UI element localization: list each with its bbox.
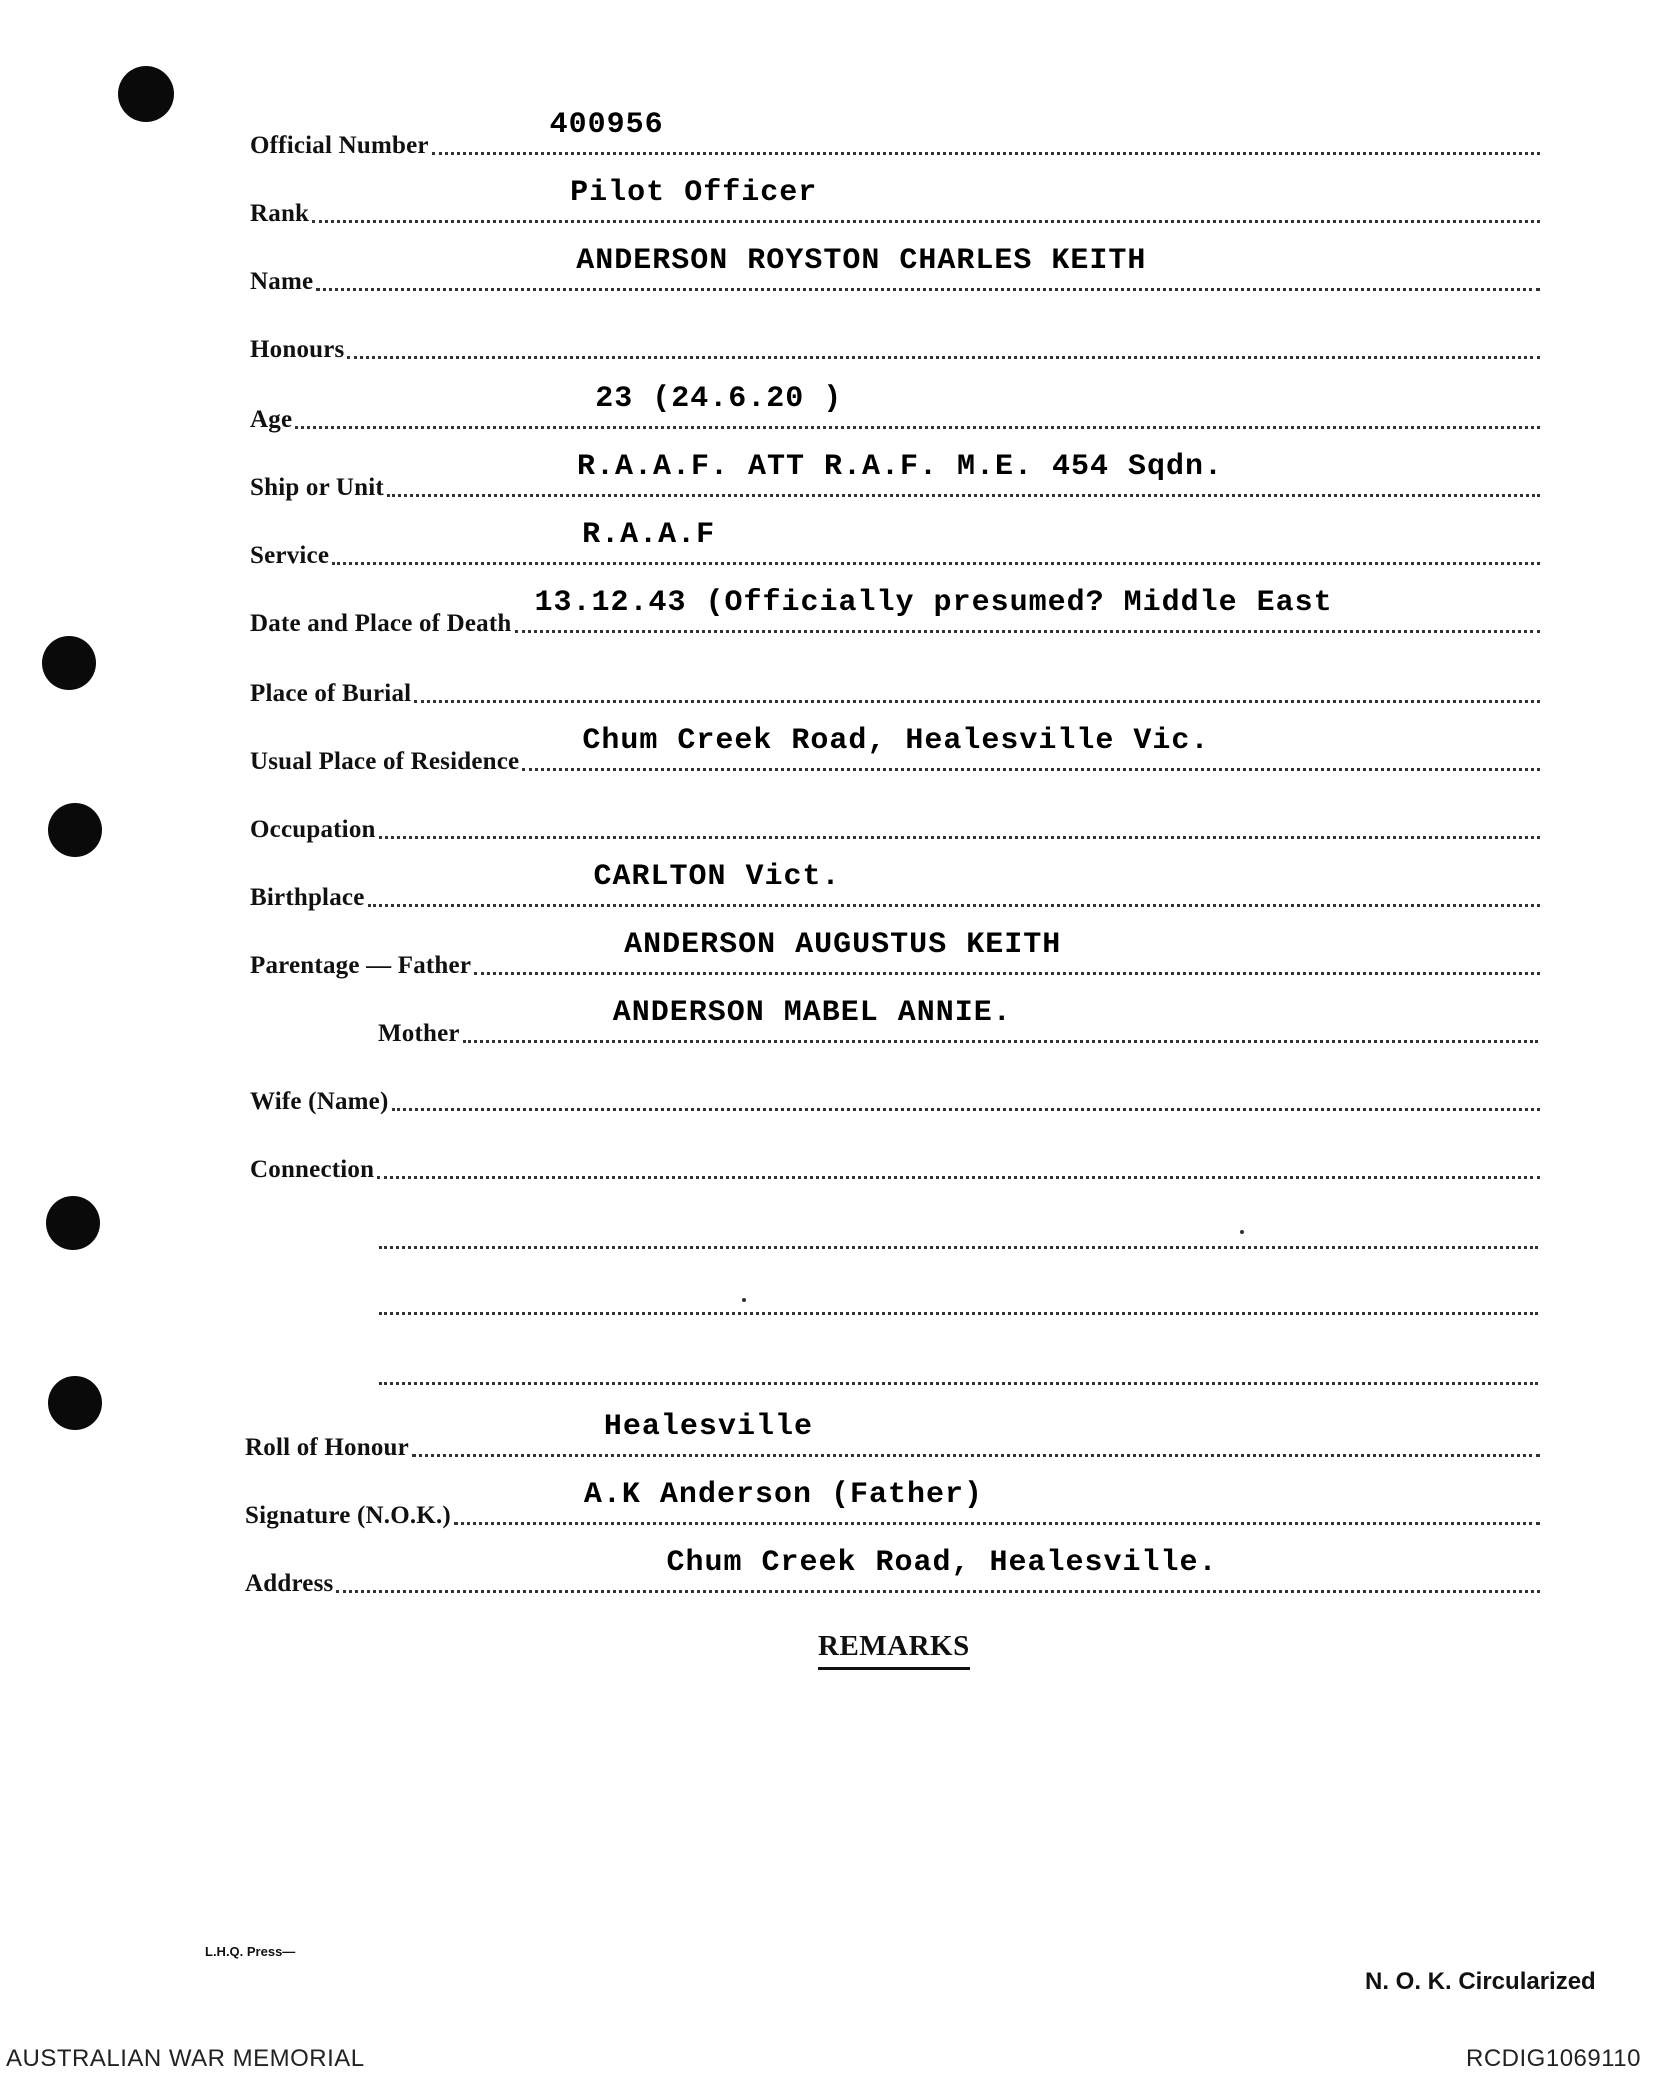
mother-row <box>378 996 1538 1050</box>
field-label: Roll of Honour <box>245 1434 409 1461</box>
date-place-death-row <box>250 586 1540 640</box>
field-label: Ship or Unit <box>250 474 384 501</box>
rank-value: Pilot Officer <box>570 176 818 210</box>
punch-hole <box>48 1376 102 1430</box>
field-label: Wife (Name) <box>250 1088 389 1115</box>
punch-hole <box>46 1196 100 1250</box>
nok-circularized-note: N. O. K. Circularized <box>1365 1968 1596 1995</box>
address-row <box>245 1546 1540 1600</box>
age-row <box>250 382 1540 436</box>
date-place-death-value: 13.12.43 (Officially presumed? Middle East <box>534 586 1333 620</box>
service-value: R.A.A.F <box>582 518 716 552</box>
footer-record-id: RCDIG1069110 <box>1466 2045 1641 2072</box>
wife-row <box>250 1078 1540 1118</box>
roll-of-honour-row <box>245 1410 1540 1464</box>
birthplace-row <box>250 860 1540 914</box>
connection-row <box>250 1146 1540 1186</box>
usual-residence-value: Chum Creek Road, Healesville Vic. <box>582 724 1210 758</box>
blank-line <box>376 1352 1538 1392</box>
punch-hole <box>118 66 174 122</box>
field-label: Parentage — Father <box>250 952 472 979</box>
blank-line <box>376 1282 1538 1322</box>
field-label: Address <box>245 1570 334 1597</box>
signature-row <box>245 1478 1540 1532</box>
usual-residence-row <box>250 724 1540 778</box>
field-label: Signature (N.O.K.) <box>245 1502 451 1529</box>
blank-line <box>376 1216 1538 1256</box>
place-of-burial-row <box>250 670 1540 710</box>
name-value: ANDERSON ROYSTON CHARLES KEITH <box>576 244 1147 278</box>
footer-archive-name: AUSTRALIAN WAR MEMORIAL <box>6 2045 365 2072</box>
father-row <box>250 928 1540 982</box>
printer-imprint: L.H.Q. Press— <box>205 1944 296 1959</box>
punch-hole <box>48 803 102 857</box>
name-row <box>250 244 1540 298</box>
field-label: Rank <box>250 200 310 227</box>
address-value: Chum Creek Road, Healesville. <box>666 1546 1218 1580</box>
father-value: ANDERSON AUGUSTUS KEITH <box>624 928 1062 962</box>
age-value: 23 (24.6.20 ) <box>595 382 843 416</box>
ship-or-unit-value: R.A.A.F. ATT R.A.F. M.E. 454 Sqdn. <box>576 450 1224 484</box>
field-label: Birthplace <box>250 884 365 911</box>
field-label: Official Number <box>250 132 429 159</box>
signature-value: A.K Anderson (Father) <box>583 1478 983 1512</box>
field-label: Honours <box>250 336 345 363</box>
field-label: Name <box>250 268 314 295</box>
remarks-heading: REMARKS <box>818 1630 970 1670</box>
field-label: Usual Place of Residence <box>250 748 520 775</box>
field-label: Connection <box>250 1156 375 1183</box>
field-label: Place of Burial <box>250 680 412 707</box>
service-row <box>250 518 1540 572</box>
punch-hole <box>42 636 96 690</box>
field-label: Occupation <box>250 816 376 843</box>
field-label: Mother <box>378 1020 460 1047</box>
field-label: Service <box>250 542 330 569</box>
honours-row <box>250 326 1540 366</box>
mother-value: ANDERSON MABEL ANNIE. <box>612 996 1012 1030</box>
roll-of-honour-value: Healesville <box>603 1410 813 1444</box>
ship-or-unit-row <box>250 450 1540 504</box>
occupation-row <box>250 806 1540 846</box>
official-number-value: 400956 <box>549 108 664 142</box>
official-number-row <box>250 108 1540 162</box>
field-label: Age <box>250 406 293 433</box>
field-label: Date and Place of Death <box>250 610 512 637</box>
rank-row <box>250 176 1540 230</box>
birthplace-value: CARLTON Vict. <box>593 860 841 894</box>
